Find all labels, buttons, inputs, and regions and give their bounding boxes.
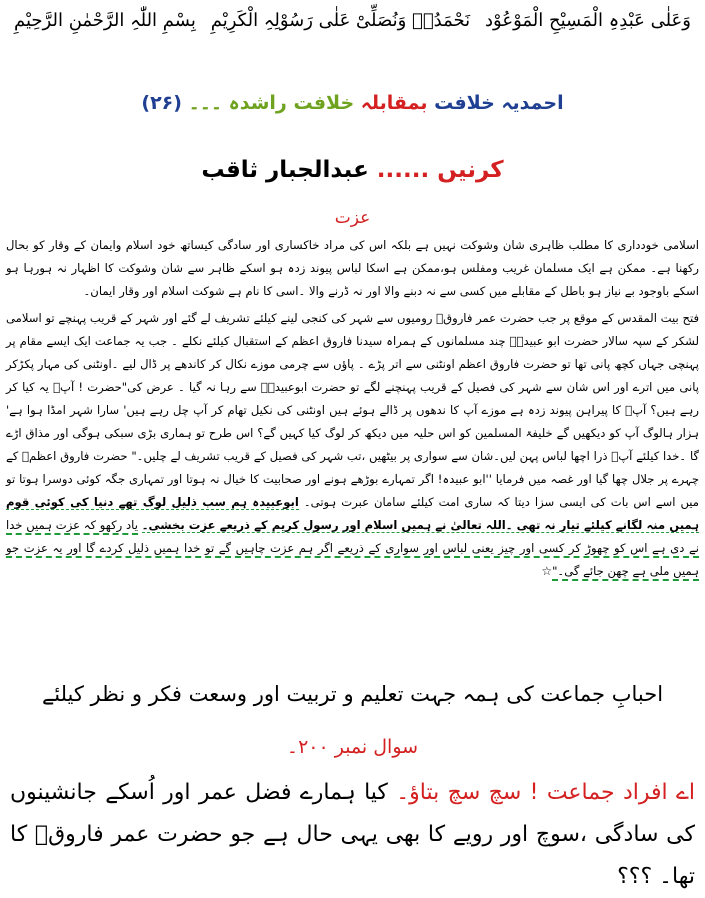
title-author: عبدالجبار ثاقب — [201, 157, 369, 183]
article-paragraph-2-text: فتح بیت المقدس کے موقع پر جب حضرت عمر فاروقؓ رومیوں سے شہر کی کنجی لینے کیلئے تشریف لے گئے اور شہر کے قریب پہنچے تو اسلامی لشکر کے سپہ سالار حضرت ابو عبیدہؓ چند مسلمانوں کے ہمراہ سیدنا فاروق اعظم کے استقبال کیلئے نکلے ۔ جب یہ جماعت ایک ایسے مقام پر پہنچی جہاں کچھ پانی تھا تو حضرت فاروق اعظم اونٹنی سے اتر پڑے ۔ پاؤں سے چرمی موزے نکال کر کاندھے پر ڈال لیے ۔اونٹنی کی مہار پکڑکر پانی میں اترے اور اس شان سے شہر کی فصیل کے قریب پہنچنے لگے تو حضرت ابوعبیدہؓ سے رہا نہ گیا ۔ عرض کی"حضرت ! آپؓ یہ کیا کر رہے ہیں؟ آپؓ کا پیراہن پیوند زدہ ہے موزے آپ کا ندھوں پر ڈالے ہوئے ہیں اونٹنی کی نکیل تھام کر آپ چل رہے ہیں' سارا شہر امڈا ہوا ہے' ہزار ہالوگ آپ کو دیکھیں گے خلیفۃ المسلمین کو اس حلیہ میں دیکھ کر لوگ کیا کہیں گے؟ اس طرح تو ہماری بڑی سبکی ہوگی اور مذاق اڑے گا ۔خدا کیلئے آپؓ ذرا اچھا لباس پہن لیں۔شان سے سواری پر بیٹھیں ،تب شہر کی فصیل کے قریب تشریف لے چلیں۔" حضرت فاروق اعظمؓ کے چہرے پر جلال چھا گیا اور غصہ میں فرمایا ''ابو عبیدہ! اگر تمہارے بوڑھے ہونے اور صحابیت کا خیال نہ ہوتا اور تمہاری جگہ کوئی دوسرا ہوتا تو میں اسے اس بات کی ایسی سزا دیتا کہ ساری امت کیلئے سامان عبرت ہوتی۔ — [6, 311, 699, 509]
series-part-bamuqabla: بمقابلہ — [360, 92, 428, 114]
star-icon: ☆ — [541, 564, 553, 578]
series-title — [0, 88, 705, 118]
series-part-number: (۲۶) — [141, 92, 182, 114]
bismillah-header — [0, 4, 705, 38]
section-heading: احبابِ جماعت کی ہمہ جہت تعلیم و تربیت اور وسعت فکر و نظر کیلئے — [41, 682, 664, 706]
durood-text: نَحْمَدُہٗ وَنُصَلِّیْ عَلٰی رَسُوْلِہِ الْکَرِیْمِ — [210, 10, 471, 31]
article-title — [0, 150, 705, 190]
article-bold-quote: ابوعبیدہ ہم سب ذلیل لوگ تھے دنیا کی کوئی قوم ہمیں منہ لگانے کیلئے تیار نہ تھی ۔اللہ تعالیٰ نے ہمیں اسلام اور رسول کریم کے ذریعے عزت بخشی۔ — [6, 495, 699, 532]
article-subheading: عزت — [334, 208, 371, 228]
bismillah-text: بِسْمِ اللّٰہِ الرَّحْمٰنِ الرَّحِیْمِ — [14, 10, 196, 31]
article-body — [6, 234, 699, 583]
series-part-rashida: خلافت راشدہ ۔۔۔ — [188, 92, 355, 114]
question-number: سوال نمبر ۲۰۰۔ — [286, 736, 419, 758]
question-block — [10, 772, 695, 898]
article-underlined-quote: یاد رکھو کہ عزت ہمیں خدا نے دی ہے اس کو چھوڑ کر کسی اور چیز یعنی لباس اور سواری کے ذریعے اگر ہم عزت چاہیں گے تو خدا ہمیں ذلیل کردے گا اور یہ عزت جو ہمیں ملی ہے چھن جائے گی۔" — [6, 518, 699, 581]
article-paragraph-2 — [6, 307, 699, 583]
question-text: کیا ہمارے فضل عمر اور اُسکے جانشینوں کی سادگی ،سوچ اور رویے کا بھی یہی حال ہے جو حضرت عمر فاروقؓ کا تھا۔ ؟؟؟ — [10, 780, 695, 889]
title-kirnain: کرنیں ...... — [376, 157, 504, 183]
question-lead: اے افراد جماعت ! سچ سچ بتاؤ۔ — [396, 780, 695, 805]
article-paragraph-1: اسلامی خودداری کا مطلب ظاہری شان وشوکت نہیں ہے بلکہ اس کی مراد خاکساری اور سادگی کیساتھ خود اسلام وایمان کے وقار کو بحال رکھنا ہے۔ ممکن ہے ایک مسلمان غریب ومفلس ہو،ممکن ہے اسکا لباس پیوند زدہ ہو اسکے ظاہر سے شان وشوکت کا اظہار نہ ہورہا ہو اسکے باوجود بے نیاز ہو باطل کے مقابلے میں کسی سے نہ دبنے والا اور نہ ڈرنے والا ۔اسی کا نام ہے شوکت اسلام اور وقار ایمان۔ — [6, 238, 699, 298]
masih-text: وَعَلٰی عَبْدِہِ الْمَسِیْحِ الْمَوْعُوْد — [485, 10, 691, 31]
series-part-khilafat: احمدیہ خلافت — [434, 92, 564, 114]
